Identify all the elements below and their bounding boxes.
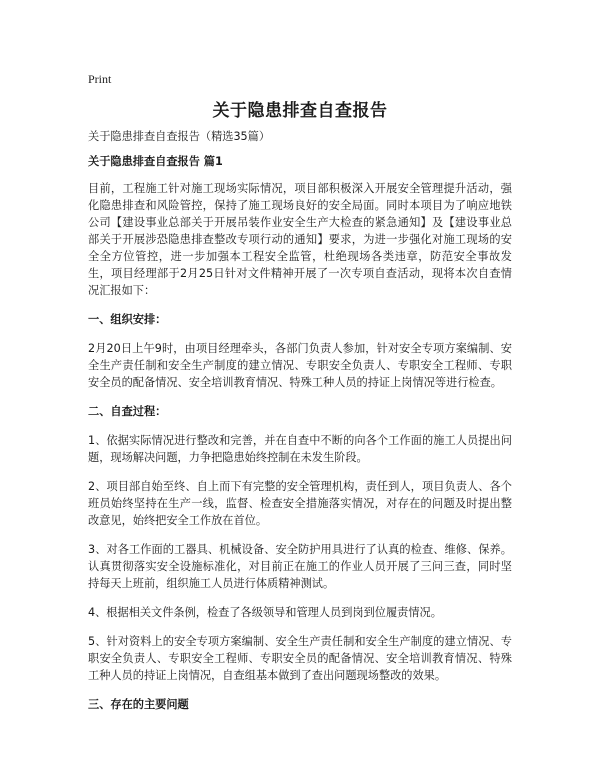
- process-item: 5、针对资料上的安全专项方案编制、安全生产责任制和安全生产制度的建立情况、专职安全负责人、专职安全工程师、专职安全员的配备情况、安全培训教育情况、特殊工种人员的持证上岗情况，自查组基本做到了查出问题现场整改的效果。: [88, 635, 512, 682]
- article-heading: 关于隐患排查自查报告 篇1: [88, 155, 223, 168]
- section-paragraph-organization: 2月20日上午9时，由项目经理牵头，各部门负责人参加，针对安全专项方案编制、安全生产责任制和安全生产制度的建立情况、专职安全负责人、专职安全工程师、专职安全员的配备情况、安全培训教育情况、特殊工种人员的持证上岗情况等进行检查。: [88, 342, 512, 389]
- section-heading-process: 二、自查过程：: [88, 405, 167, 418]
- section-heading-organization: 一、组织安排：: [88, 313, 167, 326]
- document-body: [88, 128, 512, 725]
- section-heading-problems: 三、存在的主要问题: [88, 698, 189, 711]
- page-title: 关于隐患排查自查报告: [212, 101, 388, 121]
- process-item: 3、对各工作面的工器具、机械设备、安全防护用具进行了认真的检查、维修、保养。认真贯彻落实安全设施标准化，对目前正在施工的作业人员开展了三问三查，同时坚持每天上班前，组织施工人员进行体质精神测试。: [88, 543, 512, 590]
- print-label[interactable]: Print: [88, 72, 112, 86]
- process-item: 2、项目部自始至终、自上而下有完整的安全管理机构，责任到人，项目负责人、各个班员始终坚持在生产一线，监督、检查安全措施落实情况，对存在的问题及时提出整改意见，始终把安全工作放在首位。: [88, 480, 512, 527]
- intro-paragraph: 目前，工程施工针对施工现场实际情况，项目部积极深入开展安全管理提升活动，强化隐患排查和风险管控，保持了施工现场良好的安全局面。同时本项目为了响应地铁公司【建设事业总部关于开展吊装作业安全生产大检查的紧急通知】及【建设事业总部关于开展涉恐隐患排查整改专项行动的通知】要求，为进一步强化对施工现场的安全全方位管控，进一步加强本工程安全监管，杜绝现场各类违章，防范安全事故发生，项目经理部于2月25日针对文件精神开展了一次专项自查活动，现将本次自查情况汇报如下：: [88, 182, 512, 297]
- process-item: 4、根据相关文件条例，检查了各级领导和管理人员到岗到位履责情况。: [88, 606, 442, 619]
- process-item: 1、依据实际情况进行整改和完善，并在自查中不断的向各个工作面的施工人员提出问题，现场解决问题，力争把隐患始终控制在未发生阶段。: [88, 434, 512, 464]
- document-subtitle: 关于隐患排查自查报告（精选35篇）: [88, 130, 271, 143]
